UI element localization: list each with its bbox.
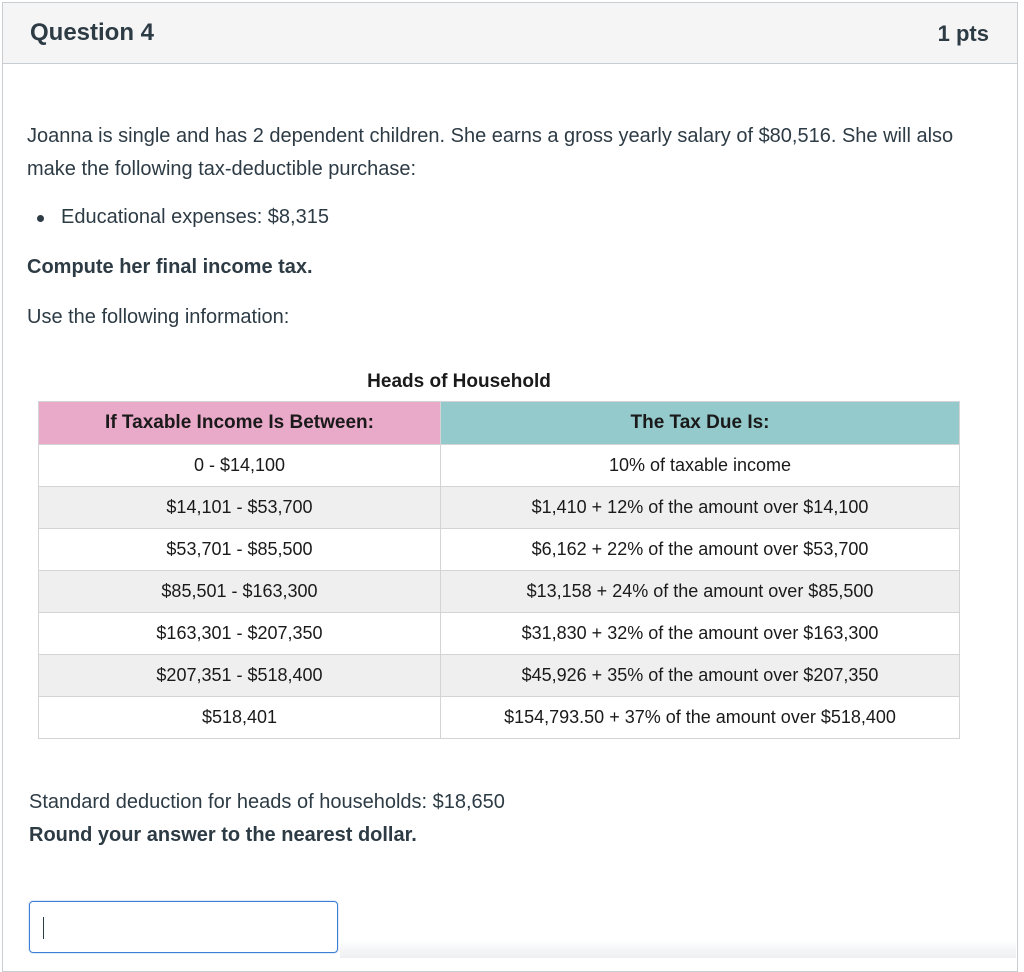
text-cursor xyxy=(43,917,44,939)
answer-input[interactable] xyxy=(29,901,338,953)
table-row xyxy=(39,655,960,697)
tax-column-header: The Tax Due Is: xyxy=(441,402,960,445)
income-range-cell: $14,101 - $53,700 xyxy=(39,487,441,529)
question-header xyxy=(3,3,1017,64)
income-range-cell: $53,701 - $85,500 xyxy=(39,529,441,571)
table-header-row xyxy=(39,402,960,445)
income-range-cell: $85,501 - $163,300 xyxy=(39,571,441,613)
tax-due-cell: $154,793.50 + 37% of the amount over $518,400 xyxy=(441,697,960,739)
income-range-cell: $518,401 xyxy=(39,697,441,739)
standard-deduction-text: Standard deduction for heads of households: $18,650 xyxy=(29,791,505,813)
tax-bracket-table xyxy=(38,401,960,739)
question-text xyxy=(27,120,987,334)
purchase-list-item: Educational expenses: $8,315 xyxy=(61,201,987,234)
question-title: Question 4 xyxy=(30,19,155,46)
question-intro: Joanna is single and has 2 dependent children. She earns a gross yearly salary of $80,516. She will also make the following tax-deductible purchase: xyxy=(27,125,954,180)
deduction-info xyxy=(29,786,505,852)
tax-table-caption: Heads of Household xyxy=(367,371,551,392)
income-column-header: If Taxable Income Is Between: xyxy=(39,402,441,445)
tax-due-cell: $45,926 + 35% of the amount over $207,350 xyxy=(441,655,960,697)
income-range-cell: $207,351 - $518,400 xyxy=(39,655,441,697)
tax-due-cell: $13,158 + 24% of the amount over $85,500 xyxy=(441,571,960,613)
tax-due-cell: $1,410 + 12% of the amount over $14,100 xyxy=(441,487,960,529)
table-row xyxy=(39,445,960,487)
income-range-cell: $163,301 - $207,350 xyxy=(39,613,441,655)
tax-due-cell: $31,830 + 32% of the amount over $163,300 xyxy=(441,613,960,655)
rounding-instruction: Round your answer to the nearest dollar. xyxy=(29,824,417,846)
tax-due-cell: 10% of taxable income xyxy=(441,445,960,487)
table-row xyxy=(39,613,960,655)
use-information-label: Use the following information: xyxy=(27,306,290,328)
tax-due-cell: $6,162 + 22% of the amount over $53,700 xyxy=(441,529,960,571)
purchase-list xyxy=(27,201,987,234)
table-row xyxy=(39,487,960,529)
table-row xyxy=(39,571,960,613)
table-row xyxy=(39,529,960,571)
table-row xyxy=(39,697,960,739)
income-range-cell: 0 - $14,100 xyxy=(39,445,441,487)
question-points: 1 pts xyxy=(937,21,989,46)
compute-instruction: Compute her final income tax. xyxy=(27,256,313,278)
tax-bracket-figure xyxy=(38,367,960,739)
